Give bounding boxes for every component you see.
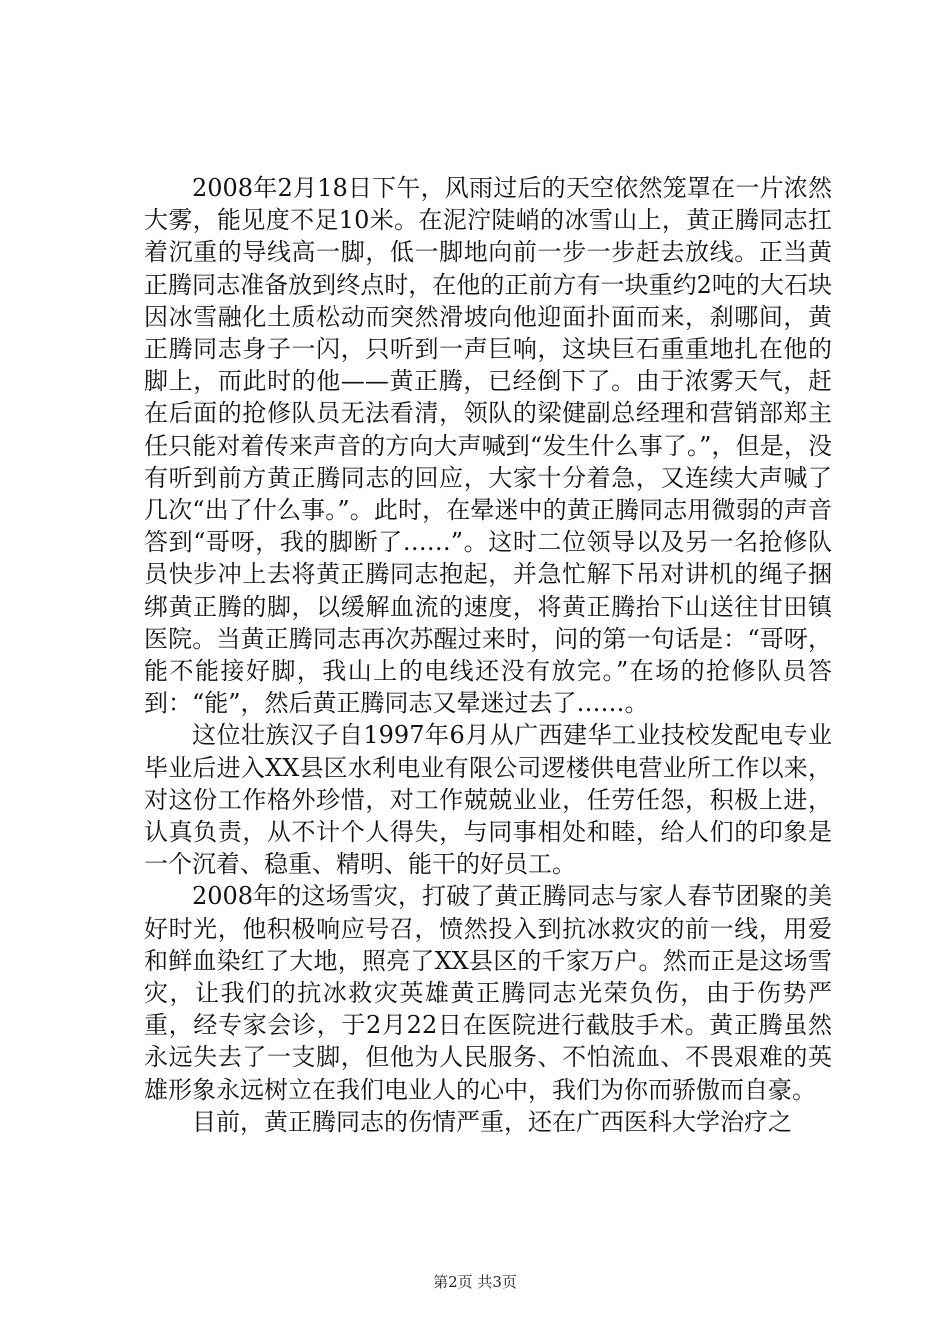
document-body xyxy=(144,172,832,1138)
paragraph-2: 这位壮族汉子自1997年6月从广西建华工业技校发配电专业毕业后进入XX县区水利电业有限公司逻楼供电营业所工作以来，对这份工作格外珍惜，对工作兢兢业业，任劳任怨，积极上进，认真负责，从不计个人得失，与同事相处和睦，给人们的印象是一个沉着、稳重、精明、能干的好员工。 xyxy=(144,721,832,879)
page-footer: 第2页 共3页 xyxy=(433,1273,517,1291)
paragraph-4: 目前，黄正腾同志的伤情严重，还在广西医科大学治疗之 xyxy=(192,1107,792,1136)
paragraph-1: 2008年2月18日下午，风雨过后的天空依然笼罩在一片浓然大雾，能见度不足10米。在泥泞陡峭的冰雪山上，黄正腾同志扛着沉重的导线高一脚，低一脚地向前一步一步赶去放线。正当黄正腾同志准备放到终点时，在他的正前方有一块重约2吨的大石块因冰雪融化土质松动而突然滑坡向他迎面扑面而来，刹哪间，黄正腾同志身子一闪，只听到一声巨响，这块巨石重重地扎在他的脚上，而此时的他——黄正腾，已经倒下了。由于浓雾天气，赶在后面的抢修队员无法看清，领队的梁健副总经理和营销部郑主任只能对着传来声音的方向大声喊到“发生什么事了。”，但是，没有听到前方黄正腾同志的回应，大家十分着急，又连续大声喊了几次“出了什么事。”。此时，在晕迷中的黄正腾同志用微弱的声音答到“哥呀，我的脚断了……”。这时二位领导以及另一名抢修队员快步冲上去将黄正腾同志抱起，并急忙解下吊对讲机的绳子捆绑黄正腾的脚，以缓解血流的速度，将黄正腾抬下山送往甘田镇医院。当黄正腾同志再次苏醒过来时，问的第一句话是：“哥呀，能不能接好脚，我山上的电线还没有放完。”在场的抢修队员答到：“能”，然后黄正腾同志又晕迷过去了……。 xyxy=(144,174,832,718)
paragraph-3: 2008年的这场雪灾，打破了黄正腾同志与家人春节团聚的美好时光，他积极响应号召，愤然投入到抗冰救灾的前一线，用爱和鲜血染红了大地，照亮了XX县区的千家万户。然而正是这场雪灾，让我们的抗冰救灾英雄黄正腾同志光荣负伤，由于伤势严重，经专家会诊，于2月22日在医院进行截肢手术。黄正腾虽然永远失去了一支脚，但他为人民服务、不怕流血、不畏艰难的英雄形象永远树立在我们电业人的心中，我们为你而骄傲而自豪。 xyxy=(144,882,832,1104)
